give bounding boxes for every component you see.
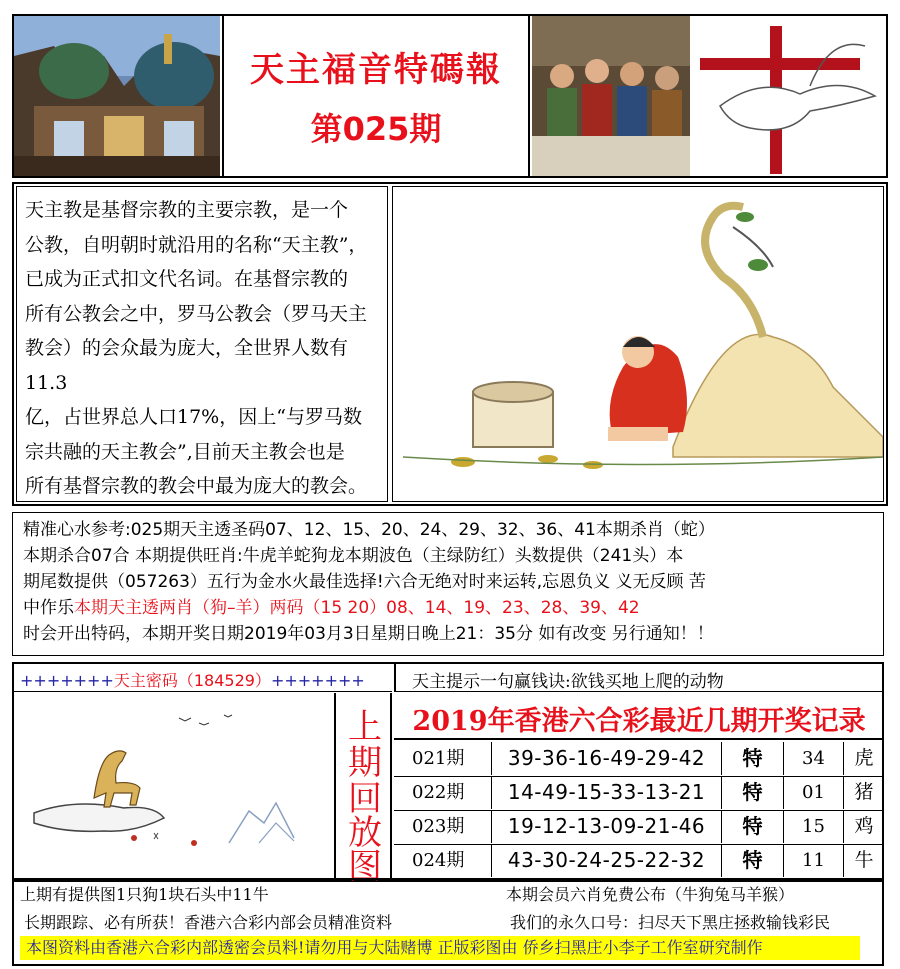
draw-numbers: 19-12-13-09-21-46 (492, 810, 722, 843)
period: 022期 (394, 776, 492, 809)
period: 023期 (394, 810, 492, 843)
draw-numbers: 14-49-15-33-13-21 (492, 776, 722, 809)
last-issue-replay-label (334, 693, 392, 887)
table-row (394, 844, 884, 878)
vertical-char: 放 (348, 813, 382, 853)
last-supper-painting (532, 16, 690, 176)
intro-line: 所有基督宗教的教会中最为庞大的教会。 (25, 475, 368, 497)
special-number: 34 (784, 742, 844, 775)
vertical-char: 回 (348, 779, 382, 819)
tips-line (23, 595, 883, 621)
footer-motto: 我们的永久口号：扫尽天下黑庄拯救输钱彩民 (510, 913, 831, 932)
intro-line: 天主教是基督宗教的主要宗教，是一个 (25, 199, 349, 221)
draw-numbers: 39-36-16-49-29-42 (492, 742, 722, 775)
zodiac: 猪 (854, 781, 874, 803)
dog-on-rock-illustration (14, 693, 332, 880)
page-title: 天主福音特碼報 (250, 50, 502, 90)
special-number: 15 (784, 810, 844, 843)
zodiac: 牛 (854, 849, 874, 871)
footer-disclaimer: 本图资料由香港六合彩内部透密会员料!请勿用与大陆赌博 正版彩图由 侨乡扫黑庄小李子工作室研究制作 (20, 936, 860, 960)
tips-panel (12, 512, 884, 656)
intro-line: 已成为正式扣文代名词。在基督宗教的 (25, 268, 349, 290)
highlight-prediction: 本期天主透两肖（狗–羊）两码（15 20）08、14、19、23、28、39、42 (74, 598, 640, 618)
vertical-char: 图 (348, 847, 382, 887)
period: 021期 (394, 742, 492, 775)
intro-text (16, 186, 388, 502)
period: 024期 (394, 844, 492, 877)
zodiac: 虎 (854, 747, 874, 769)
intro-line: 所有公教会之中，罗马公教会（罗马天主 (25, 302, 368, 325)
hint-text: 天主提示一句赢钱诀:欲钱买地上爬的动物 (394, 664, 882, 692)
cross-and-dove-image (690, 16, 886, 176)
issue-number: 第025期 (310, 110, 442, 148)
intro-line: 亿，占世界总人口17%，因上“与罗马数 (25, 406, 362, 428)
footer-member-zodiacs: 本期会员六肖免费公布（牛狗兔马羊猴） (506, 885, 795, 904)
zodiac: 鸡 (854, 815, 874, 837)
secret-code: 天主密码（184529） (113, 671, 271, 690)
code-prefix: +++++++ (20, 671, 114, 690)
footer-slogan: 长期跟踪、必有所获！香港六合彩内部会员精准资料 (24, 913, 393, 932)
table-row (394, 810, 884, 845)
man-by-well-illustration (392, 186, 884, 502)
special-label: 特 (722, 844, 784, 877)
draw-numbers: 43-30-24-25-22-32 (492, 844, 722, 877)
code-suffix: +++++++ (270, 671, 365, 690)
tips-text: 中作乐 (23, 598, 74, 618)
special-label: 特 (722, 810, 784, 843)
intro-line: 宗共融的天主教会”,目前天主教会也是 (25, 440, 345, 463)
table-row (394, 776, 884, 811)
footer-last-issue: 上期有提供图1只狗1块石头中11牛 (20, 885, 269, 904)
special-label: 特 (722, 742, 784, 775)
title-panel (222, 16, 530, 176)
intro-line: 教会）的会众最为庞大，全世界人数有11.3 (25, 337, 349, 394)
tips-line: 精准心水参考:025期天主透圣码07、12、15、20、24、29、32、36、41本期杀肖（蛇） (23, 520, 715, 540)
special-label: 特 (722, 776, 784, 809)
secret-code-bar (14, 664, 392, 692)
tips-line: 本期杀合07合 本期提供旺肖:牛虎羊蛇狗龙本期波色（主绿防红）头数提供（241头）本 (23, 546, 684, 566)
tips-line: 时会开出特码，本期开奖日期2019年03月3日星期日晚上21：35分 如有改变 另行通知！！ (23, 624, 714, 644)
table-row (394, 742, 884, 777)
intro-line: 公教，自明朝时就沿用的名称“天主教”， (25, 233, 368, 256)
records-title: 2019年香港六合彩最近几期开奖记录 (394, 693, 884, 740)
vertical-char: 期 (348, 743, 382, 783)
special-number: 01 (784, 776, 844, 809)
special-number: 11 (784, 844, 844, 877)
tips-line: 期尾数提供（057263）五行为金水火最佳选择!六合无绝对时来运转,忘恩负义 义无反顾 苦 (23, 572, 706, 592)
cathedral-image (14, 16, 220, 176)
vertical-char: 上 (348, 707, 382, 747)
